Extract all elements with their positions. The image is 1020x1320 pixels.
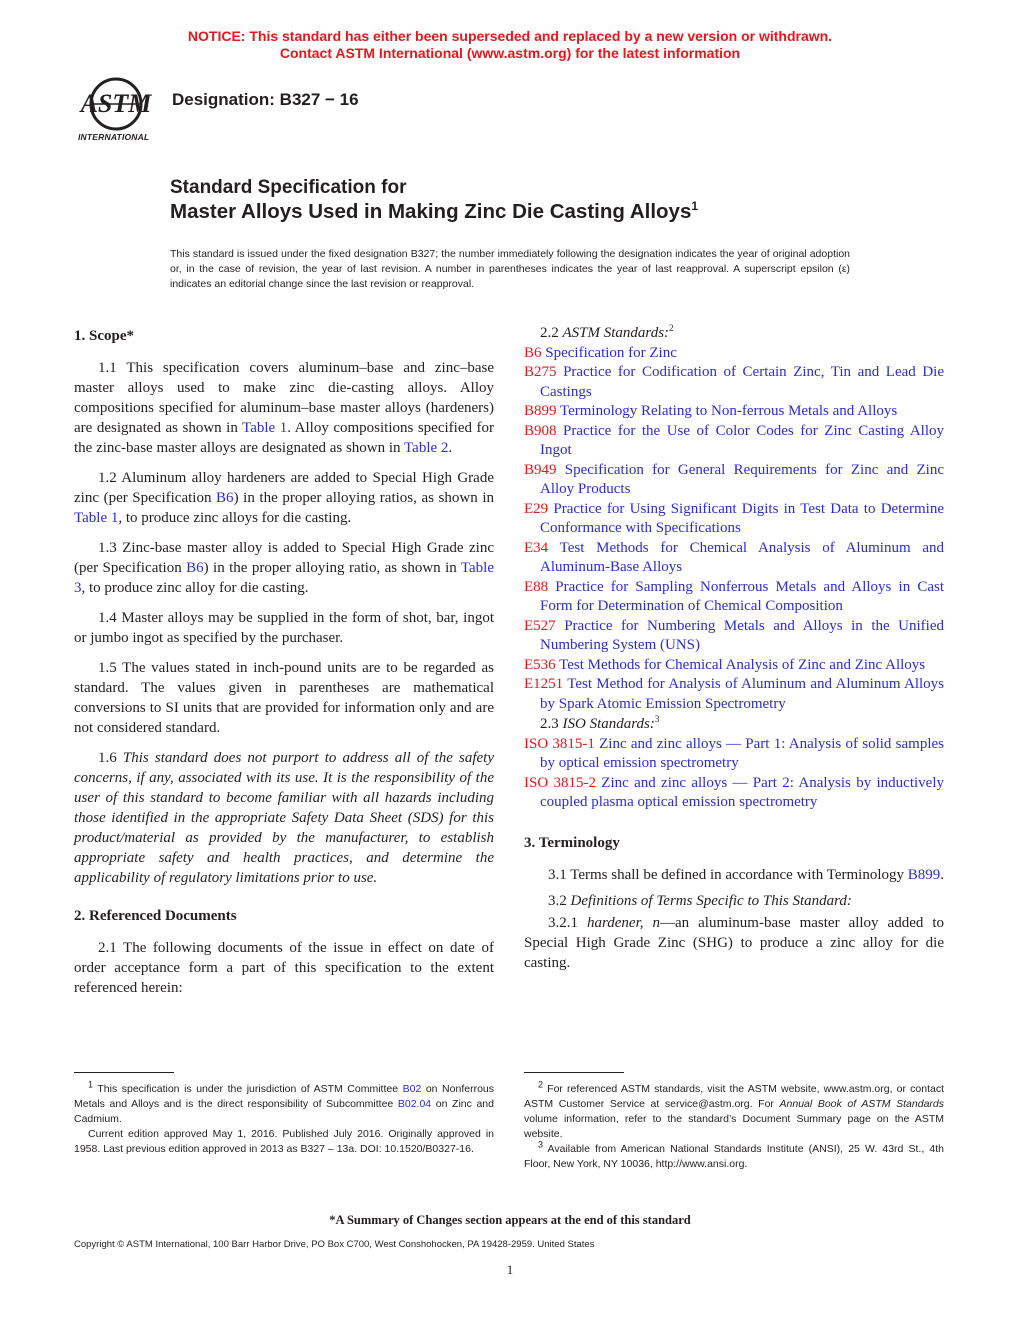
iso-ref-item [524, 774, 944, 813]
footnote-1: $^1$ This specification is under the jurisdiction of ASTM Committee B02 on Nonferrous Metals and Alloys and is the direct responsibility of Subcommittee B02.04 on Zinc and Cadmium. Current edition approved May 1, 2016. Published July 2016. Originally approved in 1958. Last previous edition approved in 2013 as B327 – 13a. DOI: 10.1520/B0327-16. [74, 1079, 494, 1155]
para-1-4: 1.4 Master alloys may be supplied in the form of shot, bar, ingot or jumbo ingot as specified by the purchaser. [74, 610, 494, 646]
right-column [524, 324, 944, 983]
astm-ref-title[interactable]: Test Methods for Chemical Analysis of Aluminum and Aluminum-Base Alloys [540, 539, 944, 575]
astm-ref-title[interactable]: Practice for Codification of Certain Zinc, Tin and Lead Die Castings [540, 364, 944, 400]
para-2-1: 2.1 The following documents of the issue in effect on date of order acceptance form a part of this specification to the extent referenced herein: [74, 940, 494, 996]
astm-ref-code[interactable]: B275 [524, 364, 557, 380]
astm-ref-item [524, 539, 944, 578]
intro-note: This standard is issued under the fixed designation B327; the number immediately following the designation indicates the year of original adoption or, in the case of revision, the year of last revision. A number in parentheses indicates the year of last reapproval. A superscript epsilon (ε) indicates an editorial change since the last revision or reapproval. [170, 248, 850, 290]
link-b02-04[interactable]: B02.04 [397, 1098, 432, 1110]
title-footnote-mark: 1 [691, 199, 699, 214]
astm-ref-code[interactable]: E29 [524, 500, 549, 517]
astm-ref-code[interactable]: E527 [524, 617, 556, 634]
astm-ref-code[interactable]: E34 [524, 539, 549, 556]
astm-ref-code[interactable]: E88 [524, 578, 549, 595]
footnote-2: $^2$ For referenced ASTM standards, visit the ASTM website, www.astm.org, or contact ASTM Customer Service at service@astm.org. For Annual Book of ASTM Standards volume information, refer to the standard’s Document Summary page on the ASTM website. [524, 1079, 944, 1140]
astm-ref-title[interactable]: Specification for General Requirements for Zinc and Zinc Alloy Products [540, 461, 944, 497]
astm-ref-item [524, 344, 944, 364]
iso-standards-label: 2.3 ISO Standards:$^3$ [540, 714, 660, 732]
astm-ref-title[interactable]: Practice for Sampling Nonferrous Metals and Alloys in Cast Form for Determination of Chemical Composition [540, 578, 944, 614]
astm-ref-title[interactable]: Specification for Zinc [541, 344, 677, 361]
astm-ref-title[interactable]: Test Method for Analysis of Aluminum and Aluminum Alloys by Spark Atomic Emission Spectrometry [540, 676, 944, 712]
terminology-heading: 3. Terminology [524, 834, 620, 851]
astm-ref-item [524, 656, 944, 676]
para-1-6: 1.6 This standard does not purport to address all of the safety concerns, if any, associated with its use. It is the responsibility of the user of this standard to become familiar with all hazards including those identified in the appropriate Safety Data Sheet (SDS) for this product/material as provided by the manufacturer, to establish appropriate safety and health practices, and determine the applicability of regulatory limitations prior to use. [74, 750, 495, 886]
para-1-2: 1.2 Aluminum alloy hardeners are added to Special High Grade zinc (per Specification B6) in the proper alloying ratios, as shown in Table 1, to produce zinc alloys for die casting. [74, 470, 494, 526]
astm-reference-list [524, 344, 944, 715]
title-line-2 [170, 199, 698, 225]
astm-ref-title[interactable]: Practice for Numbering Metals and Alloys in the Unified Numbering System (UNS) [540, 617, 944, 653]
astm-ref-item [524, 363, 944, 402]
notice-line-1: NOTICE: This standard has either been superseded and replaced by a new version or withdrawn. [187, 28, 833, 44]
iso-ref-item [524, 735, 944, 774]
para-1-5: 1.5 The values stated in inch-pound units are to be regarded as standard. The values given in parentheses are mathematical conversions to SI units that are provided for information only and are not considered standard. [74, 660, 494, 736]
astm-ref-title[interactable]: Test Methods for Chemical Analysis of Zinc and Zinc Alloys [555, 656, 926, 673]
left-column [74, 326, 494, 1008]
logo-text: ASTM [80, 89, 152, 118]
refdocs-heading: 2. Referenced Documents [74, 908, 237, 924]
astm-logo [74, 74, 162, 144]
astm-ref-code[interactable]: E1251 [524, 676, 564, 692]
para-3-2-1: 3.2.1 hardener, n—an aluminum-base master alloy added to Special High Grade Zinc (SHG) to produce a zinc alloy for die casting. [524, 914, 945, 971]
footnote-rule-left [74, 1072, 174, 1073]
link-b6[interactable]: B6 [216, 490, 234, 506]
footnotes-2-3 [524, 1079, 944, 1172]
link-table-1[interactable]: Table 1 [74, 510, 119, 526]
link-table-2[interactable]: Table 2 [404, 440, 449, 456]
iso-reference-list [524, 735, 944, 813]
astm-ref-title[interactable]: Terminology Relating to Non-ferrous Metals and Alloys [556, 403, 898, 419]
astm-ref-code[interactable]: B6 [524, 344, 542, 361]
copyright: Copyright © ASTM International, 100 Barr Harbor Drive, PO Box C700, West Conshohocken, PA 19428-2959. United States [74, 1239, 595, 1250]
astm-ref-item [524, 500, 944, 539]
notice-line-2: Contact ASTM International (www.astm.org) for the latest information [279, 45, 741, 61]
iso-ref-code[interactable]: ISO 3815-2 [524, 774, 596, 791]
footnote-3: $^3$ Available from American National Standards Institute (ANSI), 25 W. 43rd St., 4th Floor, New York, NY 10036, http://www.ansi.org. [524, 1139, 944, 1170]
para-1-3: 1.3 Zinc-base master alloy is added to Special High Grade zinc (per Specification B6) in the proper alloying ratio, as shown in Table 3, to produce zinc alloy for die casting. [74, 540, 494, 596]
iso-ref-title[interactable]: Zinc and zinc alloys — Part 1: Analysis of solid samples by optical emission spectrometry [540, 735, 944, 771]
footnote-rule-right [524, 1072, 624, 1073]
para-3-1: 3.1 Terms shall be defined in accordance with Terminology B899. [548, 866, 945, 883]
astm-ref-item [524, 461, 944, 500]
astm-ref-item [524, 617, 944, 656]
scope-heading: 1. Scope* [74, 328, 134, 344]
para-3-2: 3.2 Definitions of Terms Specific to This Standard: [548, 892, 852, 909]
iso-ref-code[interactable]: ISO 3815-1 [524, 735, 595, 752]
title-line-1: Standard Specification for [170, 177, 407, 198]
astm-ref-code[interactable]: B908 [524, 422, 557, 439]
astm-ref-item [524, 675, 944, 714]
link-b02[interactable]: B02 [402, 1083, 422, 1095]
link-table-3[interactable]: Table 3 [74, 560, 494, 596]
link-b899[interactable]: B899 [907, 866, 941, 883]
iso-ref-title[interactable]: Zinc and zinc alloys — Part 2: Analysis by inductively coupled plasma optical emission spectrometry [540, 774, 944, 810]
page-number: 1 [506, 1262, 514, 1277]
astm-ref-item [524, 578, 944, 617]
title-text: Master Alloys Used in Making Zinc Die Casting Alloys [170, 200, 692, 223]
astm-ref-code[interactable]: E536 [524, 656, 556, 673]
astm-standards-label: 2.2 ASTM Standards:$^2$ [540, 323, 674, 341]
astm-ref-title[interactable]: Practice for the Use of Color Codes for Zinc Casting Alloy Ingot [540, 422, 944, 458]
astm-ref-code[interactable]: B899 [524, 403, 557, 419]
astm-ref-title[interactable]: Practice for Using Significant Digits in Test Data to Determine Conformance with Specifications [540, 500, 944, 536]
designation: Designation: B327 − 16 [172, 90, 359, 109]
astm-ref-code[interactable]: B949 [524, 461, 557, 478]
astm-ref-item [524, 402, 944, 422]
summary-note: *A Summary of Changes section appears at the end of this standard [329, 1213, 691, 1227]
link-table-1[interactable]: Table 1 [242, 420, 288, 436]
para-1-1: 1.1 This specification covers aluminum–base and zinc–base master alloys used to make zinc die-casting alloys. Alloy compositions specified for aluminum–base master alloys (hardeners) are designated as shown in Table 1. Alloy compositions specified for the zinc-base master alloys are designated as shown in Table 2. [74, 360, 494, 456]
link-b6[interactable]: B6 [186, 560, 204, 576]
logo-subtext: INTERNATIONAL [78, 132, 150, 142]
astm-ref-item [524, 422, 944, 461]
